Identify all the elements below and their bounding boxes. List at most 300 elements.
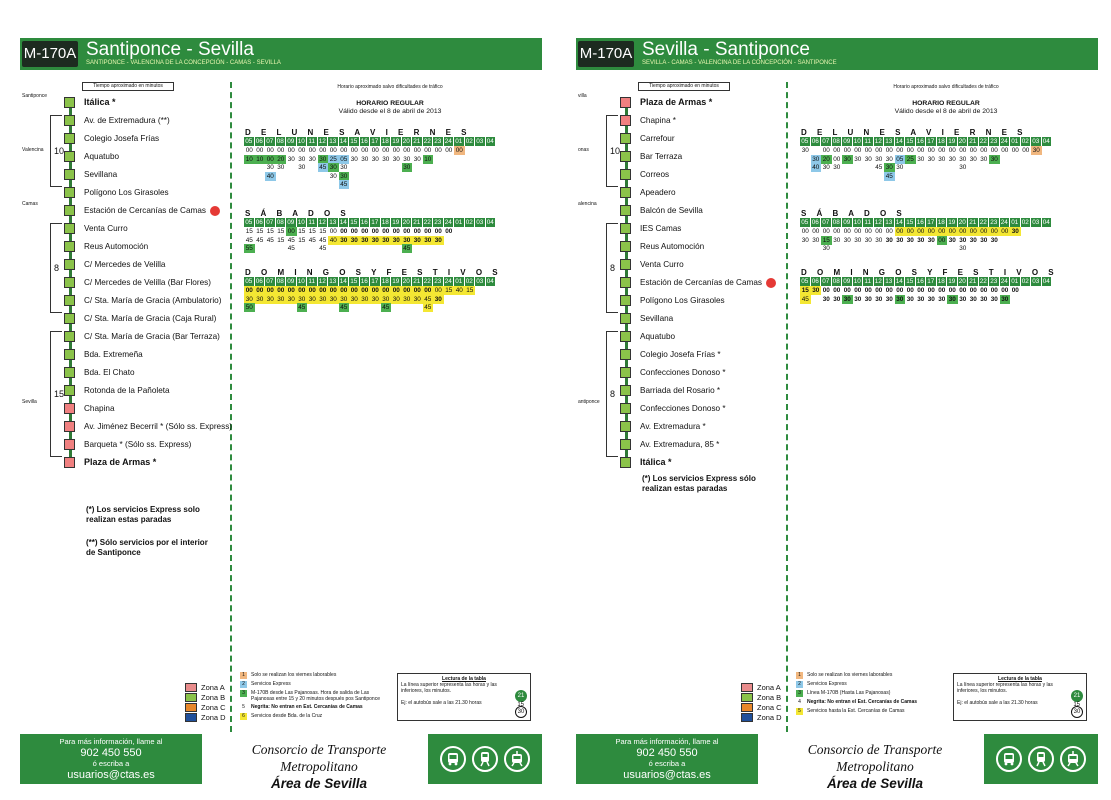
minute-cell: 30: [896, 236, 904, 244]
minute-cell: 00: [266, 147, 274, 154]
minute-cell: [968, 172, 979, 181]
minute-cell: 00: [875, 228, 883, 235]
day-heading: D O M I N G O S Y F E S T I V O S: [245, 268, 502, 277]
zone-item: [185, 712, 226, 722]
minute-cell: 30: [822, 164, 830, 171]
zone-item: [185, 692, 226, 702]
hour-cell: 07: [821, 218, 832, 227]
minute-cell: 00: [1011, 147, 1019, 154]
hour-cell: 19: [947, 218, 958, 227]
hour-cell: 18: [937, 277, 948, 286]
hour-cell: 02: [465, 277, 476, 286]
minute-cell: [475, 244, 486, 253]
minute-cell: 15: [298, 228, 306, 235]
minute-cell: 00: [413, 228, 421, 235]
minute-cell: [811, 244, 822, 253]
hour-cell: 11: [863, 277, 874, 286]
hour-circle: 21: [1071, 690, 1083, 702]
hour-cell: 10: [853, 137, 864, 146]
express-note: realizan estas paradas: [86, 515, 172, 524]
express-note: (*) Los servicios Express solo: [86, 505, 200, 514]
minute-cell: [1021, 172, 1032, 181]
hour-cell: 14: [895, 137, 906, 146]
hour-cell: 22: [423, 277, 434, 286]
minute-cell: 05: [896, 155, 904, 163]
minute-cell: 30: [424, 236, 432, 244]
hour-cell: 07: [821, 277, 832, 286]
minute-cell: [979, 244, 990, 253]
express-note: realizan estas paradas: [642, 484, 728, 493]
minute-cell: 30: [896, 295, 904, 303]
hour-cell: 14: [339, 218, 350, 227]
route-code: M-170A: [22, 41, 78, 67]
stop-marker: [64, 277, 75, 288]
cercanias-icon: [210, 206, 220, 216]
minute-cell: 00: [843, 228, 851, 235]
minute-cell: 00: [329, 147, 337, 154]
minute-cell: [339, 244, 350, 253]
zone-swatch: [185, 713, 197, 722]
stop-name: Rotonda de la Pañoleta: [84, 386, 170, 395]
minute-cell: 00: [371, 287, 379, 294]
minute-cell: 00: [361, 228, 369, 235]
minute-cell: 45: [287, 236, 295, 244]
minute-cell: 00: [864, 228, 872, 235]
minute-cell: 15: [319, 228, 327, 235]
minute-cell: 00: [277, 287, 285, 294]
minute-cell: [884, 244, 895, 253]
stop-name: Venta Curro: [84, 224, 128, 233]
minute-cell: [1021, 295, 1032, 304]
hour-cell: 11: [307, 137, 318, 146]
stop-name: Polígono Los Girasoles: [84, 188, 169, 197]
hour-cell: 19: [947, 277, 958, 286]
zone-item: [741, 692, 782, 702]
hour-cell: 17: [370, 277, 381, 286]
stop-name: C/ Sta. María de Gracia (Caja Rural): [84, 314, 217, 323]
minute-cell: [1010, 172, 1021, 181]
hour-cell: 13: [328, 218, 339, 227]
minute-cell: 30: [906, 236, 914, 244]
minute-cell: 00: [885, 287, 893, 294]
zone-swatch: [741, 693, 753, 702]
email-link[interactable]: usuarios@ctas.es: [67, 769, 155, 781]
stop-marker: [620, 241, 631, 252]
minute-cell: [423, 180, 434, 189]
legend-swatch: 1: [240, 672, 247, 679]
minute-cell: [863, 244, 874, 253]
stop-name: Bar Terraza: [640, 152, 683, 161]
minute-row: [800, 244, 1042, 253]
minute-cell: 30: [392, 295, 400, 303]
legend-text: Solo se realizan los viernes laborables: [251, 672, 337, 678]
zone-label: Valencina: [22, 147, 44, 153]
minute-cell: 45: [340, 304, 348, 311]
minute-cell: 45: [382, 304, 390, 311]
stop-marker: [64, 457, 75, 468]
minute-cell: [916, 172, 927, 181]
hour-cell: 15: [349, 137, 360, 146]
minute-cell: [328, 303, 339, 312]
minute-cell: 30: [927, 236, 935, 244]
tiempo-label: Tiempo aproximado en minutos: [82, 82, 174, 91]
hour-cell: 16: [916, 277, 927, 286]
zone-swatch: [185, 703, 197, 712]
minute-cell: 00: [382, 147, 390, 154]
regular-heading: HORARIO REGULAR: [912, 100, 980, 107]
hour-cell: 14: [895, 277, 906, 286]
minute-cell: 45: [319, 236, 327, 244]
minute-cell: 00: [927, 228, 935, 235]
stop-name: C/ Mercedes de Velilla (Bar Flores): [84, 278, 211, 287]
minute-cell: [370, 180, 381, 189]
minute-cell: [989, 172, 1000, 181]
minute-cell: 30: [319, 155, 327, 163]
stop-marker: [64, 151, 75, 162]
stop-marker: [620, 259, 631, 270]
minute-cell: [412, 244, 423, 253]
hour-cell: 07: [265, 277, 276, 286]
lectura-example: Ej: el autobús sale a las 21.30 horas: [401, 700, 482, 706]
legend-text: Servicios hasta la Est. Cercanías de Camas: [807, 708, 905, 714]
hour-row: [800, 218, 1052, 227]
stop-name: Chapina *: [640, 116, 676, 125]
minute-cell: 00: [938, 236, 946, 244]
hour-cell: 20: [958, 218, 969, 227]
stop-name: Av. Extremadura, 85 *: [640, 440, 720, 449]
hour-cell: 04: [486, 277, 497, 286]
hour-cell: 20: [958, 277, 969, 286]
minute-cell: [349, 180, 360, 189]
minute-cell: 00: [959, 228, 967, 235]
minute-cell: 15: [266, 228, 274, 235]
minute-cell: 00: [843, 147, 851, 154]
minute-cell: [423, 244, 434, 253]
color-legend: [240, 672, 390, 722]
minute-cell: 00: [256, 287, 264, 294]
stop-marker: [620, 151, 631, 162]
minute-cell: [1000, 172, 1011, 181]
hour-cell: 21: [968, 218, 979, 227]
minute-cell: [465, 180, 476, 189]
day-heading: D O M I N G O S Y F E S T I V O S: [801, 268, 1058, 277]
hour-cell: 14: [339, 137, 350, 146]
hour-cell: 24: [1000, 218, 1011, 227]
minute-label: 15: [1073, 702, 1080, 708]
minute-cell: 00: [455, 147, 463, 154]
hour-cell: 18: [937, 218, 948, 227]
minute-cell: 30: [980, 155, 988, 163]
legend-item: [796, 699, 946, 706]
minute-cell: 30: [948, 236, 956, 244]
minute-cell: 00: [424, 147, 432, 154]
hour-cell: 18: [937, 137, 948, 146]
minute-cell: [328, 244, 339, 253]
stop-name: Itálica *: [84, 97, 116, 107]
minute-cell: 30: [822, 295, 830, 303]
hour-cell: 21: [412, 277, 423, 286]
hour-cell: 20: [402, 218, 413, 227]
minute-cell: 00: [896, 228, 904, 235]
legend-swatch: 3: [240, 690, 247, 697]
minute-cell: 30: [959, 295, 967, 303]
hour-cell: 15: [349, 218, 360, 227]
minute-cell: 00: [980, 147, 988, 154]
stop-marker: [64, 259, 75, 270]
minute-cell: [381, 180, 392, 189]
zone-item: [185, 702, 226, 712]
minute-cell: [979, 172, 990, 181]
minute-cell: [958, 172, 969, 181]
minute-cell: [937, 244, 948, 253]
minute-cell: 00: [1022, 147, 1030, 154]
legend-text: Servicios desde Bda. de la Cruz: [251, 713, 323, 719]
minute-cell: 30: [413, 236, 421, 244]
minute-cell: 00: [403, 228, 411, 235]
stop-name: Correos: [640, 170, 670, 179]
minute-cell: 30: [329, 295, 337, 303]
legend-item: [796, 708, 946, 715]
minute-cell: 00: [329, 228, 337, 235]
hour-cell: 16: [360, 218, 371, 227]
minute-cell: 30: [990, 295, 998, 303]
lectura-title: Lectura de la tabla: [998, 676, 1042, 682]
minute-cell: 45: [287, 245, 295, 252]
minute-cell: [853, 244, 864, 253]
minute-cell: [360, 244, 371, 253]
stop-marker: [620, 385, 631, 396]
hour-cell: 09: [286, 137, 297, 146]
interior-note: (**) Sólo servicios por el interior: [86, 538, 208, 547]
stop-marker: [64, 169, 75, 180]
minute-cell: 25: [906, 155, 914, 163]
minute-cell: [402, 180, 413, 189]
phone-number[interactable]: 902 450 550: [636, 747, 698, 759]
hour-cell: 03: [1031, 137, 1042, 146]
minute-cell: 00: [927, 147, 935, 154]
minute-cell: 00: [854, 287, 862, 294]
hour-cell: 02: [1021, 218, 1032, 227]
minute-cell: 45: [256, 236, 264, 244]
minute-cell: 30: [308, 155, 316, 163]
minute-cell: 30: [843, 236, 851, 244]
stop-marker: [64, 133, 75, 144]
minute-cell: 30: [969, 155, 977, 163]
zone-label: Zona A: [757, 682, 781, 692]
minute-cell: 30: [266, 295, 274, 303]
minute-cell: 00: [266, 287, 274, 294]
minute-cell: 30: [990, 155, 998, 163]
minute-cell: [947, 172, 958, 181]
minute-cell: [842, 244, 853, 253]
minute-cell: [360, 303, 371, 312]
hour-cell: 07: [265, 137, 276, 146]
hour-cell: 15: [905, 277, 916, 286]
zone-label: Zona C: [757, 702, 782, 712]
stop-marker: [64, 331, 75, 342]
aprox-note: Horario aproximado salvo dificultades de tráfico: [337, 84, 443, 90]
minute-cell: 00: [875, 147, 883, 154]
interval-minutes: 15: [54, 389, 65, 399]
minute-cell: [444, 244, 455, 253]
stop-marker: [64, 295, 75, 306]
interior-note: de Santiponce: [86, 548, 141, 557]
minute-cell: 45: [424, 295, 432, 303]
org-line: Consorcio de Transporte Metropolitano: [251, 742, 387, 774]
minute-cell: 00: [434, 287, 442, 294]
minute-cell: 00: [319, 147, 327, 154]
minute-cell: 30: [1032, 147, 1040, 154]
day-heading: S Á B A D O S: [801, 209, 906, 218]
minute-cell: 30: [938, 295, 946, 303]
minute-cell: 30: [298, 295, 306, 303]
hour-cell: 17: [926, 218, 937, 227]
minute-cell: 30: [812, 155, 820, 163]
hour-cell: 07: [265, 218, 276, 227]
minute-cell: 30: [256, 295, 264, 303]
minute-cell: [276, 303, 287, 312]
hour-cell: 23: [989, 137, 1000, 146]
minute-cell: [475, 303, 486, 312]
tiempo-label: Tiempo aproximado en minutos: [638, 82, 730, 91]
hour-cell: 22: [979, 218, 990, 227]
minute-cell: 30: [340, 295, 348, 303]
hour-cell: 07: [821, 137, 832, 146]
minute-cell: 30: [329, 164, 337, 171]
minute-cell: [297, 244, 308, 253]
minute-cell: 30: [980, 236, 988, 244]
minute-cell: [1031, 244, 1042, 253]
minute-cell: [863, 172, 874, 181]
minute-cell: [276, 244, 287, 253]
transport-icons: [428, 734, 542, 784]
stop-marker: [620, 421, 631, 432]
minute-cell: 15: [256, 228, 264, 235]
minute-cell: [937, 172, 948, 181]
minute-cell: [433, 244, 444, 253]
legend-text: Línea M-170B (Hasta Las Pajanosas): [807, 690, 891, 696]
minute-cell: 00: [287, 228, 295, 235]
minute-cell: [465, 244, 476, 253]
stop-name: Plaza de Armas *: [640, 97, 713, 107]
hour-cell: 24: [444, 137, 455, 146]
minute-cell: 00: [1001, 287, 1009, 294]
minute-cell: 00: [833, 228, 841, 235]
zone-swatch: [185, 693, 197, 702]
minute-cell: [433, 180, 444, 189]
minute-cell: 30: [340, 172, 348, 180]
email-link[interactable]: usuarios@ctas.es: [623, 769, 711, 781]
minute-cell: 00: [938, 287, 946, 294]
minute-cell: 30: [980, 295, 988, 303]
minute-cell: 20: [277, 155, 285, 163]
minute-cell: [1010, 295, 1021, 304]
minute-cell: [391, 244, 402, 253]
minute-cell: 00: [833, 155, 841, 163]
stop-marker: [620, 313, 631, 324]
minute-cell: 00: [822, 147, 830, 154]
route-title: Sevilla - Santiponce: [642, 39, 810, 60]
minute-cell: 00: [445, 147, 453, 154]
minute-cell: 15: [277, 228, 285, 235]
minute-cell: [926, 172, 937, 181]
minute-cell: 00: [959, 287, 967, 294]
hour-cell: 12: [318, 137, 329, 146]
zone-label: Zona D: [201, 712, 226, 722]
minute-cell: [800, 172, 811, 181]
lectura-box: [397, 673, 531, 721]
stop-marker: [620, 349, 631, 360]
minute-cell: 30: [959, 245, 967, 252]
stop-name: Colegio Josefa Frías: [84, 134, 160, 143]
minute-cell: 15: [466, 287, 474, 294]
minute-cell: 30: [959, 164, 967, 171]
minute-cell: [454, 180, 465, 189]
minute-row: [244, 244, 486, 253]
minute-cell: 30: [864, 236, 872, 244]
hour-cell: 04: [486, 137, 497, 146]
minute-cell: 00: [350, 287, 358, 294]
interval-minutes: 8: [610, 263, 616, 273]
minute-cell: 30: [1011, 228, 1019, 235]
minute-cell: 00: [245, 287, 253, 294]
minute-cell: 00: [854, 147, 862, 154]
hour-cell: 09: [842, 277, 853, 286]
minute-cell: 00: [350, 147, 358, 154]
minute-cell: [926, 244, 937, 253]
hour-cell: 01: [454, 137, 465, 146]
hour-row: [244, 277, 496, 286]
minute-circle: 30: [1071, 706, 1083, 718]
minute-cell: 00: [1011, 287, 1019, 294]
minute-cell: [811, 172, 822, 181]
org-name: [214, 741, 424, 792]
hour-cell: 03: [475, 277, 486, 286]
minute-cell: [370, 303, 381, 312]
minute-cell: 30: [917, 155, 925, 163]
hour-cell: 20: [958, 137, 969, 146]
hour-cell: 23: [433, 137, 444, 146]
legend-swatch: 6: [240, 713, 247, 720]
hour-cell: 04: [1042, 137, 1053, 146]
legend-text: Servicios Express: [807, 681, 847, 687]
hour-cell: 01: [454, 218, 465, 227]
minute-cell: 30: [371, 155, 379, 163]
minute-cell: 30: [833, 236, 841, 244]
stop-name: Aquatubo: [84, 152, 120, 161]
hour-cell: 15: [905, 137, 916, 146]
phone-number[interactable]: 902 450 550: [80, 747, 142, 759]
valid-from: Válido desde el 8 de abril de 2013: [894, 108, 998, 115]
minute-cell: 30: [392, 155, 400, 163]
hour-cell: 17: [370, 218, 381, 227]
minute-cell: 30: [413, 295, 421, 303]
minute-cell: 55: [245, 245, 253, 252]
stop-marker: [620, 439, 631, 450]
minute-cell: 00: [382, 287, 390, 294]
hour-cell: 16: [916, 218, 927, 227]
hour-cell: 01: [1010, 277, 1021, 286]
minute-cell: 00: [822, 287, 830, 294]
stop-name: Barqueta * (Sólo ss. Express): [84, 440, 192, 449]
hour-cell: 23: [433, 277, 444, 286]
minute-cell: 30: [350, 295, 358, 303]
minute-cell: [412, 180, 423, 189]
minute-cell: [832, 172, 843, 181]
minute-cell: 00: [917, 228, 925, 235]
minute-cell: 30: [927, 155, 935, 163]
minute-cell: 30: [990, 236, 998, 244]
